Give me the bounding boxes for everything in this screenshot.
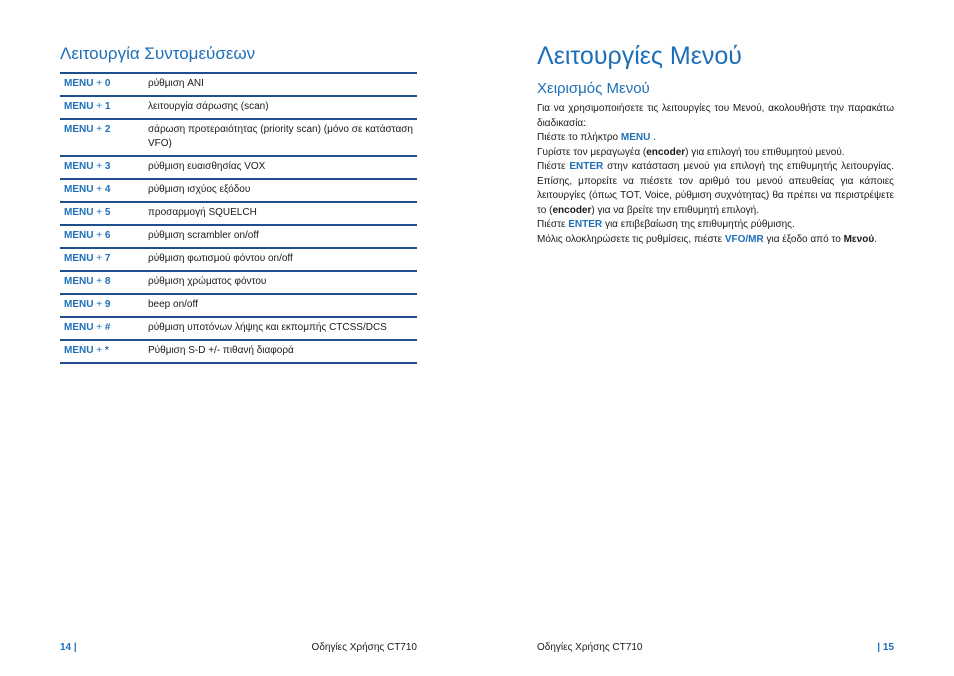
shortcut-key: [60, 225, 144, 248]
shortcut-key: [60, 96, 144, 119]
shortcuts-heading: Λειτουργία Συντομεύσεων: [60, 44, 256, 63]
shortcut-description: ρύθμιση ισχύος εξόδου: [148, 184, 251, 195]
shortcut-key-menu: MENU: [64, 161, 94, 172]
shortcut-row: [60, 317, 417, 340]
shortcut-key-plus: +: [93, 299, 105, 310]
shortcut-row: [60, 156, 417, 179]
enter-key-label: ENTER: [568, 219, 603, 230]
instruction-press-enter: [537, 160, 894, 218]
shortcut-key-number: #: [104, 322, 111, 333]
text-run: Πιέστε: [537, 219, 569, 230]
menu-functions-title: Λειτουργίες Μενού: [537, 42, 742, 70]
menu-handling-subtitle: Χειρισμός Μενού: [537, 80, 650, 97]
text-run: ) για επιλογή του επιθυμητού μενού.: [685, 146, 845, 158]
shortcuts-table: [60, 72, 417, 364]
shortcut-key-number: *: [104, 345, 109, 356]
shortcut-key-menu: MENU: [64, 322, 94, 333]
shortcut-key: [60, 179, 144, 202]
text-run: Πιέστε το πλήκτρο: [537, 132, 621, 143]
vfo-mr-key-label: VFO/MR: [724, 233, 764, 245]
shortcut-key-plus: +: [93, 184, 105, 195]
shortcut-key-number: 4: [104, 184, 111, 195]
text-run: Μόλις ολοκληρώσετε τις ρυθμίσεις, πιέστε: [537, 233, 725, 245]
shortcut-row: [60, 119, 417, 156]
shortcut-row: [60, 73, 417, 96]
shortcut-key-plus: +: [93, 78, 105, 89]
shortcut-description: ρύθμιση υποτόνων λήψης και εκπομπής CTCSS/DCS: [148, 322, 387, 333]
menu-instructions: [537, 102, 894, 247]
shortcut-row: [60, 271, 417, 294]
shortcut-description: ρύθμιση χρώματος φόντου: [148, 276, 267, 287]
shortcut-key: [60, 317, 144, 340]
shortcut-key-plus: +: [93, 101, 105, 112]
menu-key-label: MENU: [620, 132, 651, 143]
text-run: Γυρίστε τον μεραγωγέα (: [537, 146, 647, 158]
shortcut-key-plus: +: [93, 230, 105, 241]
shortcut-row: [60, 179, 417, 202]
shortcut-key-menu: MENU: [64, 276, 94, 287]
shortcut-key-number: 8: [104, 276, 111, 287]
shortcut-key-number: 3: [104, 161, 111, 172]
shortcut-key-menu: MENU: [64, 207, 94, 218]
shortcut-row: [60, 96, 417, 119]
shortcut-description: ρύθμιση φωτισμού φόντου on/off: [148, 253, 293, 264]
shortcut-key-plus: +: [93, 207, 105, 218]
text-run: .: [874, 233, 877, 245]
shortcut-key: [60, 294, 144, 317]
shortcut-key: [60, 156, 144, 179]
shortcut-row: [60, 294, 417, 317]
shortcut-key: [60, 340, 144, 363]
instruction-intro: Για να χρησιμοποιήσετε τις λειτουργίες του Μενού, ακολουθήστε την παρακάτω διαδικασία:: [537, 103, 894, 129]
menu-word: Μενού: [843, 233, 875, 245]
shortcut-key: [60, 73, 144, 96]
footer-title-right: Οδηγίες Χρήσης CT710: [537, 642, 643, 653]
shortcut-row: [60, 248, 417, 271]
page-number-left: 14 |: [60, 642, 77, 653]
shortcut-key-menu: MENU: [64, 78, 94, 89]
shortcut-key: [60, 271, 144, 294]
text-run: Πιέστε: [537, 161, 570, 172]
text-run: στην κατάσταση μενού για επιλογή της επιθυμητής λειτουργίας. Επίσης, μπορείτε να πιέσετε τον αριθμό του μενού απευθείας για κάποιες λειτουργίες (όπως TOT, Voice, ρύθμιση συχνότητας) θα πρέπει να περιστρέψετε το (: [537, 161, 894, 216]
shortcut-row: [60, 340, 417, 363]
shortcut-description: beep on/off: [148, 299, 198, 310]
shortcut-key-number: 5: [104, 207, 111, 218]
shortcut-key-plus: +: [93, 161, 105, 172]
text-run: για επιβεβαίωση της επιθυμητής ρύθμισης.: [602, 219, 795, 230]
shortcut-description: ρύθμιση scrambler on/off: [148, 230, 259, 241]
shortcut-key-number: 7: [104, 253, 111, 264]
text-run: .: [650, 132, 656, 143]
shortcut-key-menu: MENU: [64, 124, 94, 135]
shortcut-key-number: 9: [104, 299, 111, 310]
shortcut-key-menu: MENU: [64, 345, 94, 356]
encoder-label: encoder: [646, 146, 686, 158]
enter-key-label: ENTER: [569, 161, 604, 172]
shortcut-row: [60, 202, 417, 225]
shortcut-key-number: 6: [104, 230, 111, 241]
shortcut-key: [60, 202, 144, 225]
shortcut-description: Ρύθμιση S-D +/- πιθανή διαφορά: [148, 345, 294, 356]
shortcut-row: [60, 225, 417, 248]
shortcut-key-plus: +: [93, 124, 105, 135]
instruction-exit: [537, 233, 894, 248]
shortcut-key-menu: MENU: [64, 101, 94, 112]
text-run: ) για να βρείτε την επιθυμητή επιλογή.: [591, 204, 759, 216]
instruction-press-menu: [537, 131, 894, 146]
shortcuts-table-body: [60, 73, 417, 363]
shortcut-key-plus: +: [93, 322, 105, 333]
shortcut-key-menu: MENU: [64, 184, 94, 195]
page-number-right: | 15: [877, 642, 894, 653]
instruction-rotate-encoder: [537, 146, 894, 161]
shortcut-key-plus: +: [93, 276, 105, 287]
shortcut-key-plus: +: [93, 345, 105, 356]
shortcut-description: σάρωση προτεραιότητας (priority scan) (μόνο σε κατάσταση VFO): [148, 124, 413, 149]
shortcut-key-number: 1: [104, 101, 111, 112]
shortcut-description: ρύθμιση ANI: [148, 78, 204, 89]
shortcut-description: ρύθμιση ευαισθησίας VOX: [148, 161, 266, 172]
shortcut-key-menu: MENU: [64, 230, 94, 241]
shortcut-key-number: 2: [104, 124, 111, 135]
shortcut-description: λειτουργία σάρωσης (scan): [148, 101, 269, 112]
shortcut-key: [60, 248, 144, 271]
text-run: για έξοδο από το: [763, 233, 844, 245]
shortcut-key-number: 0: [104, 78, 111, 89]
shortcut-key: [60, 119, 144, 156]
encoder-label: encoder: [552, 204, 592, 216]
shortcut-key-menu: MENU: [64, 253, 94, 264]
footer-title-left: Οδηγίες Χρήσης CT710: [311, 642, 417, 653]
shortcut-key-menu: MENU: [64, 299, 94, 310]
shortcut-description: προσαρμογή SQUELCH: [148, 207, 257, 218]
shortcut-key-plus: +: [93, 253, 105, 264]
instruction-confirm: [537, 218, 894, 233]
